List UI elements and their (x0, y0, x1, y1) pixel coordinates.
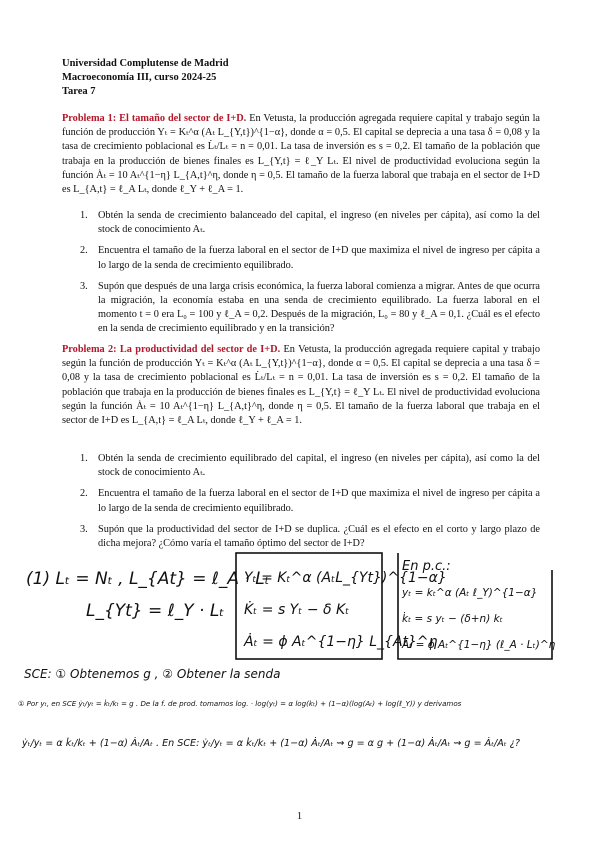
item-text: Obtén la senda de crecimiento equilibrado del capital, el ingreso (en niveles per cápita), así como la del stock de conocimiento Aₜ. (98, 453, 540, 479)
note-derivation-line: ẏₜ/yₜ = α k̇ₜ/kₜ + (1−α) Ȧₜ/Aₜ . En SCE: ẏₜ/yₜ = α k̇ₜ/kₜ + (1−α) Ȧₜ/Aₜ ⇝ g = α g + (1−α) Ȧₜ/Aₜ ⇝ g = Ȧₜ/Aₜ ¿? (22, 738, 520, 749)
course-name: Macroeconomía III, curso 2024-25 (62, 72, 217, 83)
problem2-title: Problema 2: La productividad del sector de I+D. (62, 344, 281, 355)
note-box2-title: En p.c.: (402, 559, 451, 574)
item-text: Encuentra el tamaño de la fuerza laboral en el sector de I+D que maximiza el nivel de ingreso per cápita a lo largo de la senda de crecimiento equilibrado. (98, 245, 540, 271)
problem1-title: Problema 1: El tamaño del sector de I+D. (62, 113, 247, 124)
item-text: Encuentra el tamaño de la fuerza laboral en el sector de I+D que maximiza el nivel de ingreso per cápita a lo largo de la senda de crecimiento equilibrado. (98, 488, 540, 514)
note-step-line: ① Por yₜ, en SCE ẏₜ/yₜ = k̇ₜ/kₜ = g . De la f. de prod. tomamos log. · log(yₜ) = α log(kₜ) + (1−α)(log(Aₜ) + log(ℓ_Y)) y derivamos (18, 699, 462, 708)
task-title: Tarea 7 (62, 86, 96, 97)
note-box1-line3: Ȧₜ = ϕ Aₜ^{1−η} L_{At}^η (244, 634, 438, 650)
item-text: Supón que la productividad del sector de I+D se duplica. ¿Cuál es el efecto en el corto y largo plazo de dicha mejora? ¿Cómo varía el tamaño óptimo del sector de I+D? (98, 523, 540, 550)
problem1-text: En Vetusta, la producción agregada requiere capital y trabajo según la función de producción Yₜ = Kₜ^α (Aₜ L_{Y,t})^{1−α}, donde α = 0,5. El capital se deprecia a una tasa δ = 0,08 y la tasa de crecimiento poblacional es L̇ₜ/Lₜ = n = 0,01. La tasa de inversión es s = 0,2. El tamaño de la población que trabaja en la producción de bienes finales es L_{Y,t} = ℓ_Y Lₜ. El nivel de productividad evoluciona según la función Ȧₜ = 10 Aₜ^{1−η} L_{A,t}^η, donde η = 0,5. El tamaño de la fuerza laboral que trabaja en el sector de I+D es L_{A,t} = ℓ_A Lₜ, donde ℓ_Y + ℓ_A = 1. (62, 113, 540, 196)
note-box2-line1: yₜ = kₜ^α (Aₜ ℓ_Y)^{1−α} (402, 587, 538, 599)
item-number: 1. (80, 453, 88, 464)
note-sce-line: SCE: ① Obtenemos g , ② Obtener la senda (24, 667, 281, 681)
university-name: Universidad Complutense de Madrid (62, 58, 229, 69)
note-box1-line1: Yₜ = Kₜ^α (AₜL_{Yt})^{1−α} (244, 570, 447, 586)
note-box2-line2: k̇ₜ = s yₜ − (δ+n) kₜ (402, 613, 503, 625)
note-left-line1: (1) Lₜ = Nₜ , L_{At} = ℓ_A · Lₜ (26, 569, 270, 589)
item-number: 3. (80, 280, 88, 292)
item-number: 1. (80, 210, 88, 221)
note-left-line2: L_{Yt} = ℓ_Y · Lₜ (86, 601, 225, 621)
item-text: Supón que después de una larga crisis económica, la fuerza laboral comienza a migrar. Antes de que ocurra la migración, la economía estaba en una senda de crecimiento equilibrado. La fuerza laboral en el momento t = 0 era L₀ = 100 y ℓ_A = 0,2. Después de la migración, L₀ = 80 y ℓ_A = 0,1. ¿Cuál es el efecto en la senda de crecimiento equilibrado y en la transición? (98, 280, 540, 335)
item-text: Obtén la senda de crecimiento balanceado del capital, el ingreso (en niveles per cápita), así como la del stock de conocimiento Aₜ. (98, 210, 540, 236)
note-box2-line3: Ȧₜ = ϕ Aₜ^{1−η} (ℓ_A · Lₜ)^η (402, 639, 556, 651)
item-number: 2. (80, 245, 88, 257)
page-number: 1 (296, 811, 303, 822)
item-number: 2. (80, 488, 88, 500)
problem2-text: En Vetusta, la producción agregada requiere capital y trabajo según la función de producción Yₜ = Kₜ^α (Aₜ L_{Y,t})^{1−α}, donde α = 0,5. El capital se deprecia a una tasa δ = 0,08 y la tasa de crecimiento poblacional es L̇ₜ/Lₜ = n = 0,01. La tasa de inversión es s = 0,2. El tamaño de la población que trabaja en la producción de bienes finales es L_{Y,t} = ℓ_Y Lₜ. El nivel de productividad evoluciona según la función Ȧₜ = 10 Aₜ^{1−η} L_{A,t}^η, donde η = 0,5. El tamaño de la fuerza laboral que trabaja en el sector de I+D es L_{A,t} = ℓ_A Lₜ, donde ℓ_Y + ℓ_A = 1. (62, 344, 541, 427)
note-box1-line2: K̇ₜ = s Yₜ − δ Kₜ (244, 602, 350, 618)
item-number: 3. (80, 523, 88, 535)
